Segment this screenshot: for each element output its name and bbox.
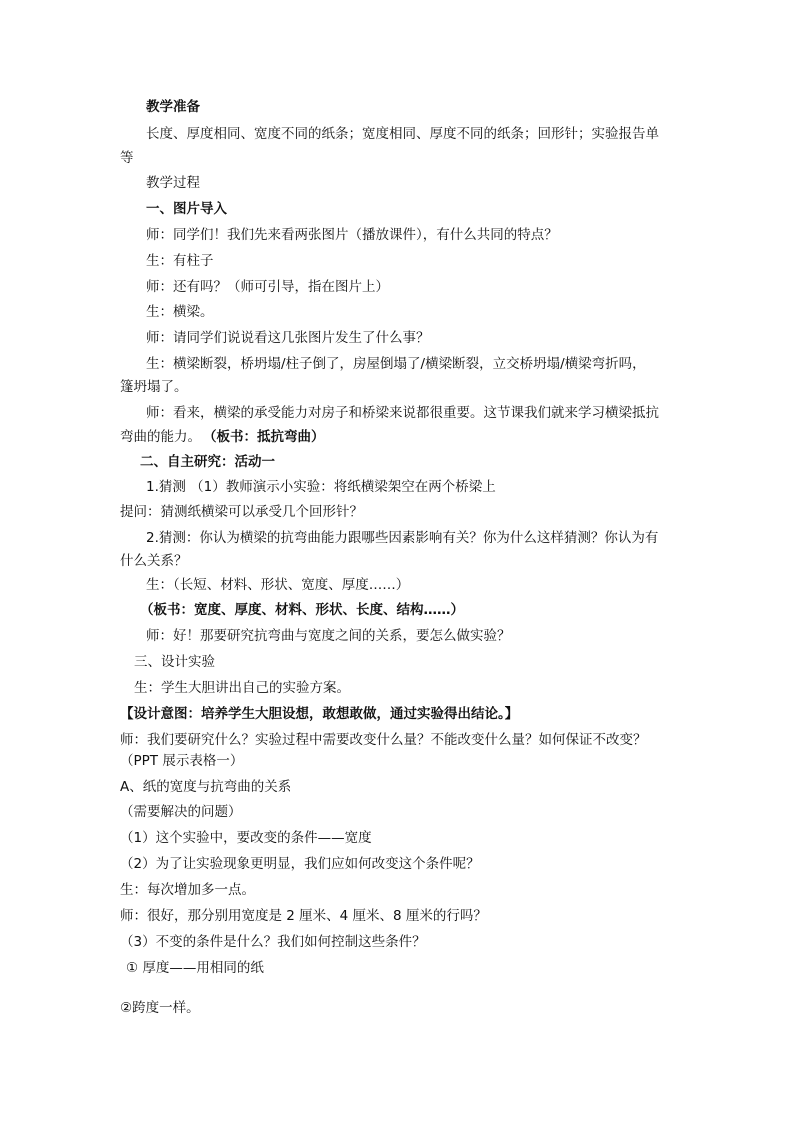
board-note: （板书：抵抗弯曲） xyxy=(203,429,325,445)
design-intent: 【设计意图：培养学生大胆设想，敢想敢做，通过实验得出结论。】 xyxy=(120,706,519,722)
paragraph-line: 师：还有吗？（师可引导，指在图片上） xyxy=(146,279,389,295)
paragraph-line: 师：我们要研究什么？实验过程中需要改变什么量？不能改变什么量？如何保证不改变？ xyxy=(120,732,647,748)
paragraph-line: （需要解决的问题） xyxy=(120,804,242,820)
paragraph-line: 生：横梁。 xyxy=(146,304,214,320)
paragraph-line: 弯曲的能力。 xyxy=(120,429,201,445)
paragraph-line: 2.猜测：你认为横梁的抗弯曲能力跟哪些因素影响有关？你为什么这样猜测？你认为有 xyxy=(146,530,659,546)
paragraph-line: （3）不变的条件是什么？我们如何控制这些条件？ xyxy=(120,934,426,950)
paragraph-line: 长度、厚度相同、宽度不同的纸条；宽度相同、厚度不同的纸条；回形针；实验报告单 xyxy=(146,126,659,142)
section-heading: 一、图片导入 xyxy=(146,201,227,217)
paragraph-line: （PPT 展示表格一） xyxy=(120,753,244,769)
paragraph-line: ②跨度一样。 xyxy=(120,1000,200,1016)
paragraph-line: 师：好！那要研究抗弯曲与宽度之间的关系，要怎么做实验？ xyxy=(146,628,511,644)
paragraph-line: 1.猜测 （1）教师演示小实验：将纸横梁架空在两个桥梁上 xyxy=(146,479,496,495)
section-heading: 三、设计实验 xyxy=(134,654,215,670)
paragraph-line: ① 厚度——用相同的纸 xyxy=(126,960,264,976)
paragraph-line: 生：每次增加多一点。 xyxy=(120,882,255,898)
paragraph-line: A、纸的宽度与抗弯曲的关系 xyxy=(120,779,292,795)
section-heading: 教学过程 xyxy=(146,175,200,191)
section-heading: 教学准备 xyxy=(146,99,200,115)
paragraph-line: （2）为了让实验现象更明显，我们应如何改变这个条件呢？ xyxy=(120,856,480,872)
paragraph-line: 生：（长短、材料、形状、宽度、厚度……） xyxy=(146,577,410,593)
paragraph-line: 师：看来，横梁的承受能力对房子和桥梁来说都很重要。这节课我们就来学习横梁抵抗 xyxy=(146,405,659,421)
paragraph-line: 师：很好，那分别用宽度是 2 厘米、4 厘米、8 厘米的行吗？ xyxy=(120,908,487,924)
paragraph-line: 篷坍塌了。 xyxy=(120,379,188,395)
paragraph-line: 提问：猜测纸横梁可以承受几个回形针？ xyxy=(120,504,363,520)
board-note: （板书：宽度、厚度、材料、形状、长度、结构……） xyxy=(140,602,464,618)
paragraph-line: 等 xyxy=(120,150,134,166)
paragraph-line: 生：横梁断裂，桥坍塌/柱子倒了，房屋倒塌了/横梁断裂，立交桥坍塌/横梁弯折吗， xyxy=(146,356,646,372)
section-heading: 二、自主研究：活动一 xyxy=(140,454,275,470)
paragraph-line: 师：同学们！我们先来看两张图片（播放课件），有什么共同的特点？ xyxy=(146,227,558,243)
paragraph-line: 生：学生大胆讲出自己的实验方案。 xyxy=(134,680,350,696)
paragraph-line: 什么关系？ xyxy=(120,553,188,569)
paragraph-line: （1）这个实验中，要改变的条件——宽度 xyxy=(120,830,372,846)
paragraph-line: 生：有柱子 xyxy=(146,253,214,269)
paragraph-line: 师：请同学们说说看这几张图片发生了什么事？ xyxy=(146,330,430,346)
